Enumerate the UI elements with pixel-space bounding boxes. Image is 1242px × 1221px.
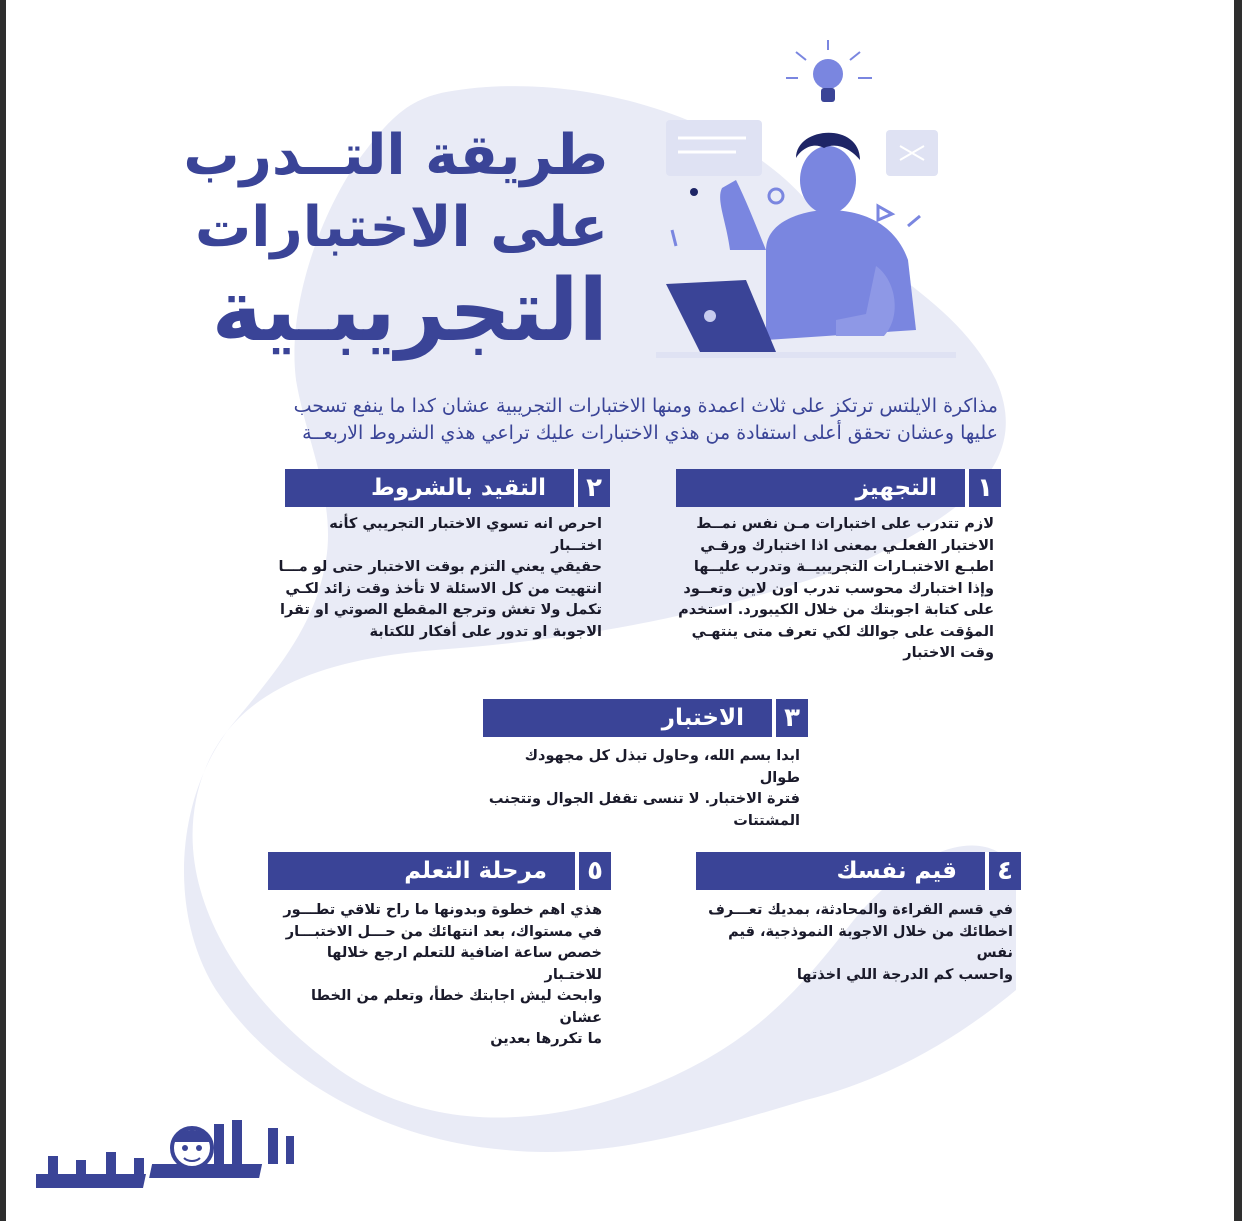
section-3-line: ابدا بسم الله، وحاول تبذل كل مجهودك طوال xyxy=(524,748,800,786)
section-3-number: ٣ xyxy=(772,699,808,737)
section-5-header xyxy=(268,852,611,890)
section-2-line: احرص انه تسوي الاختبار التجريبي كأنه اختــبار xyxy=(329,516,602,554)
section-2-line: الاجوبة او تدور على أفكار للكتابة xyxy=(369,623,602,640)
section-2-header xyxy=(285,469,610,507)
section-1-header xyxy=(676,469,1001,507)
section-2-line: حقيقي يعني التزم بوقت الاختبار حتى لو مـــا xyxy=(278,559,602,575)
section-5-line: هذي اهم خطوة وبدونها ما راح تلاقي تطـــور xyxy=(283,902,602,918)
section-4-line: واحسب كم الدرجة اللي اخذتها xyxy=(796,966,1013,983)
section-5-title: مرحلة التعلم xyxy=(404,858,547,884)
section-5-line: ما تكررها بعدين xyxy=(490,1031,602,1047)
section-3-body xyxy=(480,746,800,832)
section-4-body xyxy=(688,900,1013,986)
section-5-body xyxy=(268,900,602,1051)
intro-line-1: مذاكرة الايلتس ترتكز على ثلاث اعمدة ومنها الاختبارات التجريبية عشان كدا ما ينفع تسحب xyxy=(293,395,998,417)
brand-logo xyxy=(36,1108,298,1203)
section-5-line: خصص ساعة اضافية للتعلم ارجع خلالها للاختـبار xyxy=(326,945,602,983)
page-title-line-1: طريقة التــدرب xyxy=(183,123,608,188)
section-2-body xyxy=(274,514,602,643)
infographic-page xyxy=(6,0,1234,1221)
lightbulb-icon xyxy=(786,40,872,102)
section-1-body xyxy=(676,514,994,665)
section-4-number: ٤ xyxy=(985,852,1021,890)
section-1-line: الاختبار الفعلـي بمعنى اذا اختبارك ورقـي xyxy=(700,537,994,554)
section-5-number: ٥ xyxy=(575,852,611,890)
section-2-number: ٢ xyxy=(574,469,610,507)
section-3-header xyxy=(483,699,808,737)
section-3-title: الاختبار xyxy=(661,705,744,731)
section-1-title: التجهيز xyxy=(855,475,937,501)
section-4-header xyxy=(696,852,1021,890)
page-title-line-3: التجريبـية xyxy=(211,261,608,361)
section-5-line: في مستواك، بعد انتهائك من حـــل الاختبـــار xyxy=(285,923,602,940)
section-4-title: قيم نفسك xyxy=(836,858,957,884)
section-2-line: تكمل ولا تغش وترجع المقطع الصوتي او تقرا xyxy=(279,602,602,618)
section-1-line: المؤقت على جوالك لكي تعرف متى ينتهـي xyxy=(691,623,994,640)
section-1-line: وقت الاختبار xyxy=(903,645,994,661)
section-5-line: وابحث ليش اجابتك خطأ، وتعلم من الخطا عشان xyxy=(310,988,602,1026)
section-3-line: المشتتات xyxy=(733,812,800,829)
section-2-title: التقيد بالشروط xyxy=(371,475,546,501)
face-logo-icon xyxy=(172,1128,212,1168)
section-1-number: ١ xyxy=(965,469,1001,507)
page-title-line-2: على الاختبارات xyxy=(195,195,608,260)
intro-line-2: عليها وعشان تحقق أعلى استفادة من هذي الاختبارات عليك تراعي هذي الشروط الاربعــة xyxy=(302,422,998,444)
intro-paragraph xyxy=(254,393,998,447)
section-1-line: على كتابة اجوبتك من خلال الكيبورد. استخدم xyxy=(678,602,994,618)
section-4-line: في قسم القراءة والمحادثة، بمديك تعـــرف xyxy=(708,902,1013,918)
section-1-line: لازم تتدرب على اختبارات مـن نفس نمــط xyxy=(696,516,994,532)
section-1-line: اطبـع الاختبـارات التجريبيــة وتدرب عليــها xyxy=(693,559,994,575)
section-4-line: اخطائك من خلال الاجوبة النموذجية، قيم نفس xyxy=(728,923,1013,961)
student-laptop-illustration xyxy=(646,30,986,370)
section-3-line: فترة الاختبار. لا تنسى تقفل الجوال وتتجنب xyxy=(488,791,800,807)
section-1-line: وإذا اختبارك محوسب تدرب اون لاين وتعــود xyxy=(683,580,994,597)
section-2-line: انتهيت من كل الاسئلة لا تأخذ وقت زائد لكـي xyxy=(285,580,602,597)
